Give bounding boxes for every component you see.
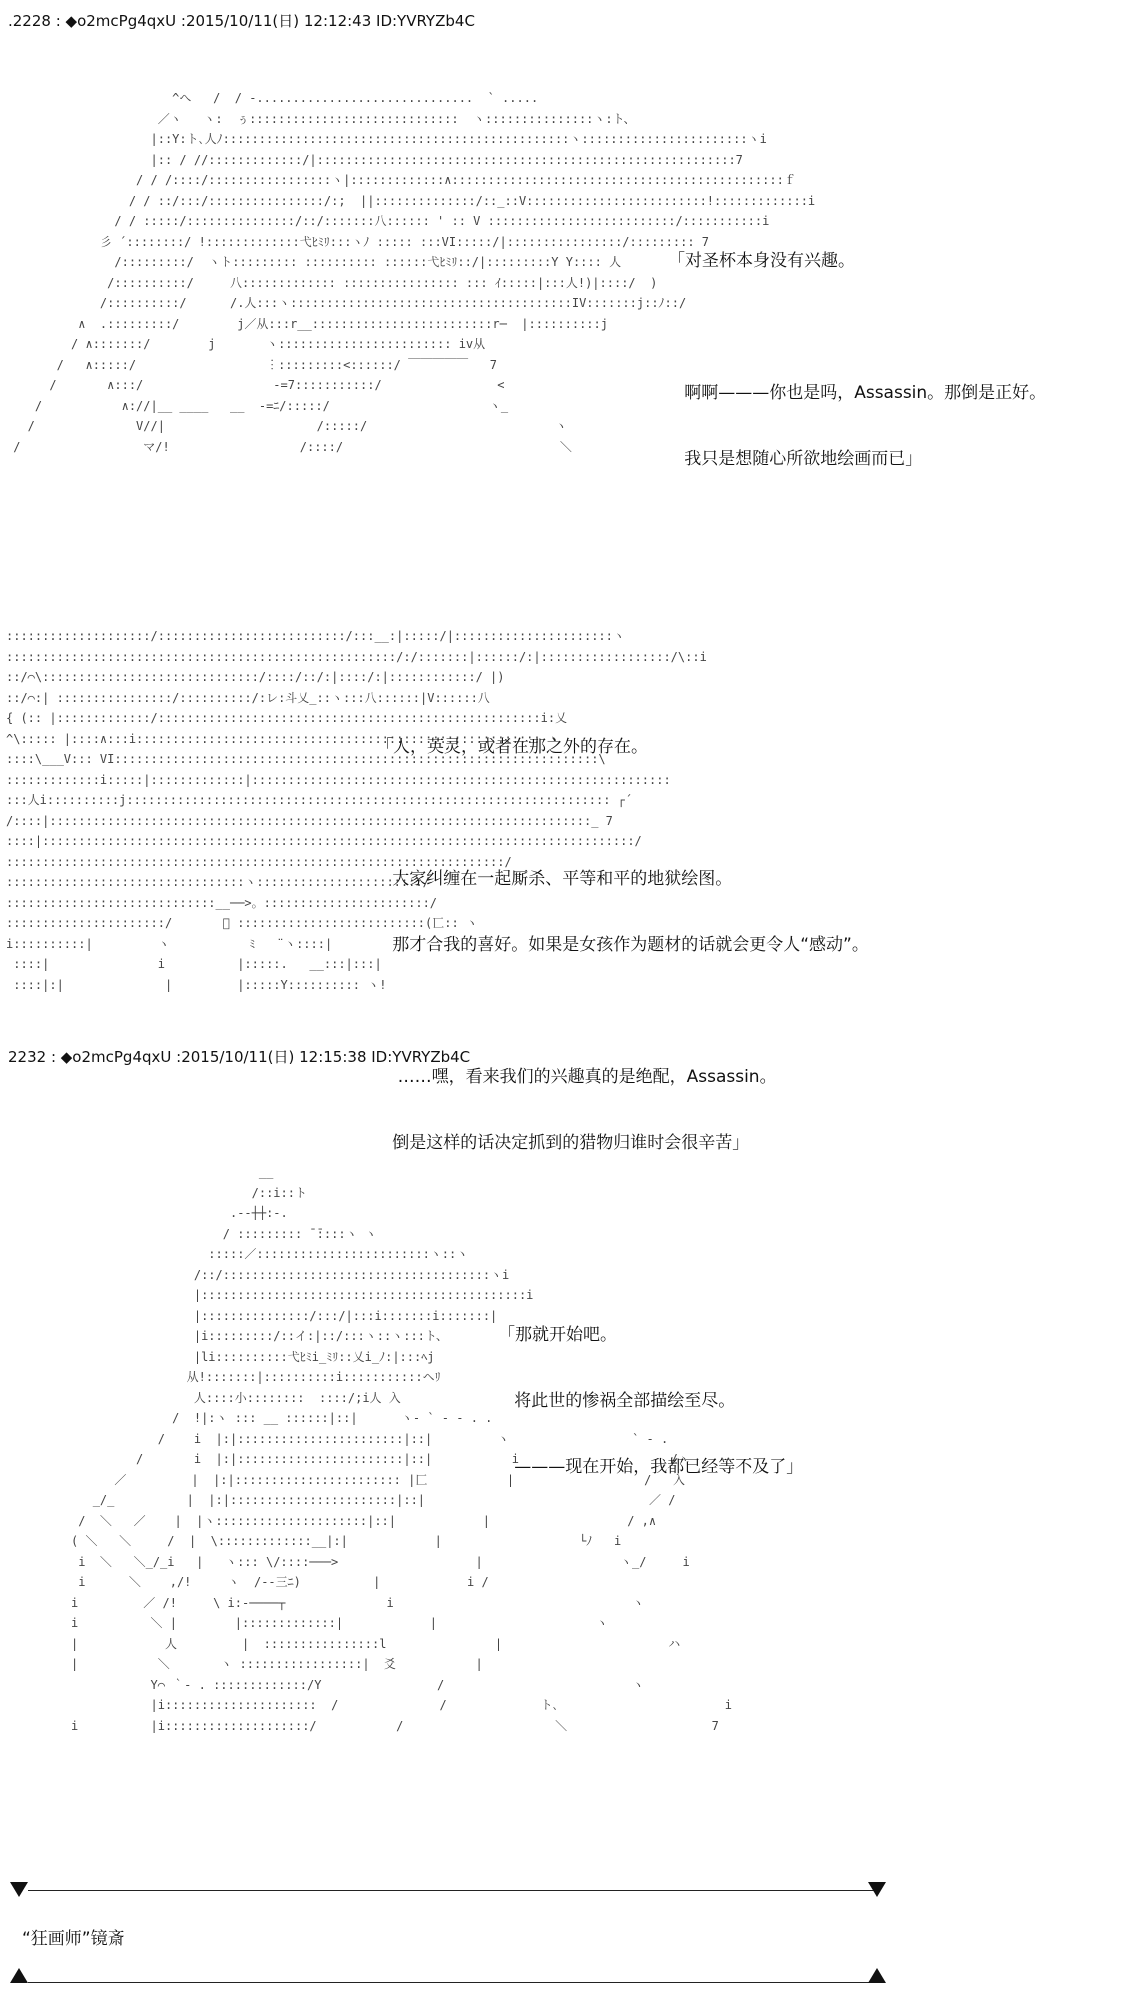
post-header: .2228 : ◆o2mcPg4qxU :2015/10/11(日) 12:12:43 ID:YVRYZb4C xyxy=(8,12,475,30)
dialogue-line: 啊啊———你也是吗，Assassin。那倒是正好。 xyxy=(668,383,1047,403)
ascii-art-panel: __ /::i::ト .-‐┼┼:-. / ::::::::: ̄ ̄::::ヽ ヽ :::::／::::::::::::::::::::::::ヽ::ヽ /::/:::::::::::::::::::::::::::::::::::::ヽi |:::::::::::::::::::::::::::::::::::::::::::::i |:::::::::::::::/:::/|:::i:::::::i:::::::| |i:::::::::/::イ:|::/:::ヽ::ヽ:::ト、 |li::::::::::弋ﾋﾐi_ﾐﾘ::乂i_ﾉ:|:::ﾍj 从!:::::::|::::::::::i:::::::::::ヘﾘ 人::::小:::::::: ::::/;i人 入 / !|:ヽ ::: __ ::::::|::| ヽ- ` ‐ - . . / i |:|:::::::::::::::::::::::|::| ヽ ` ‐ . / i |:|:::::::::::::::::::::::|::| i /ヽ ／ | |:|::::::::::::::::::::::: |匚 | / 入 _/_ | |:|:::::::::::::::::::::::|::| ／ / / ＼ ／ | |ヽ:::::::::::::::::::::|::| | / ,∧ ( ＼ ＼ / | \:::::::::::::__|:| | └ﾉ i i ＼ ＼_/_i | ヽ::: \/::::───> | ヽ_/ i i ＼ ,/! ヽ /-‐三ﾆ) | i / i ／ /! \ i:‐────┬ i ヽ i ＼ | |:::::::::::::| | ヽ | 人 | ::::::::::::::::l | ハ | ＼ ヽ :::::::::::::::::| 爻 | Y⌒ ｀- . :::::::::::::/Y / ヽ |i::::::::::::::::::::: / / ト､ i i |i::::::::::::::::::::/ / ＼ 7 xyxy=(71,1165,733,1733)
dialogue-line xyxy=(668,316,1046,338)
ascii-art-panel: ^へ / / -.............................. ` ..... ／ヽ ヽ: ぅ::::::::::::::::::::::::::::: ヽ:::::::::::::::ヽ:ト、 |::Y:ト､人ﾉ::::::::::::::::::::::::::::::::::::::::::::::::ヽ:::::::::::::::::::::::ヽi |:: / //:::::::::::::/|::::::::::::::::::::::::::::::::::::::::::::::::::::::::::7 / / /::::/:::::::::::::::::ヽ|:::::::::::::∧::::::::::::::::::::::::::::::::::::::::::::::ｆ / / ::/:::/::::::::::::::::/:; ||::::::::::::::/::_::V:::::::::::::::::::::::::!:::::::::::::i / / :::::/:::::::::::::::/::/:::::::八:::::: ' :: V ::::::::::::::::::::::::::/:::::::::::i 彡 ´::::::::/ !:::::::::::::弋ﾋﾐﾘ:::ヽﾉ ::::: :::VI:::::/|::::::::::::::::/::::::::: 7 /:::::::::/ ヽト::::::::: :::::::::: ::::::弋ﾋﾐﾘ::/|:::::::::Y Y:::: 人 /::::::::::/ 八::::::::::::: :::::::::::::::: ::: ｲ:::::|:::人!)|::::/ ) /::::::::::/ /.人:::ヽ:::::::::::::::::::::::::::::::::::::::IV:::::::j::ﾉ::/ ∧ .:::::::::/ j／从:::r__:::::::::::::::::::::::::r─ |::::::::::j / ∧:::::::/ j ヽ:::::::::::::::::::::::: iv从 / ∧:::::/ ︙:::::::::<::::::/ ￣￣￣￣￣ 7 / ∧:::/ ‐=7:::::::::::/ < / ∧://|__ ____ __ ‐=ﾆ/:::::/ ヽ_ / V//| /:::::/ ヽ / マ/! /::::/ ＼ xyxy=(13,91,816,454)
dialogue-line: 我只是想随心所欲地绘画而已」 xyxy=(668,449,923,469)
dialogue-line: 「对圣杯本身没有兴趣。 xyxy=(668,251,855,271)
dialogue-line: ……嘿，看来我们的兴趣真的是绝配，Assassin。 xyxy=(376,1067,777,1087)
triangle-up-icon xyxy=(10,1968,28,1983)
divider-line xyxy=(28,1890,876,1891)
dialogue-line: 「人，英灵，或者在那之外的存在。 xyxy=(376,737,648,757)
dialogue-line: 大家纠缠在一起厮杀、平等和平的地狱绘图。 xyxy=(376,869,733,889)
caption: “狂画师”镜斎 xyxy=(22,1929,125,1949)
dialogue-line: 那才合我的喜好。如果是女孩作为题材的话就会更令人“感动”。 xyxy=(376,935,869,955)
dialogue-line: 倒是这样的话决定抓到的猎物归谁时会很辛苦」 xyxy=(376,1133,750,1153)
divider-line xyxy=(28,1982,876,1983)
post-header: 2232 : ◆o2mcPg4qxU :2015/10/11(日) 12:15:38 ID:YVRYZb4C xyxy=(8,1048,471,1066)
ascii-art-panel: ::::::::::::::::::::/::::::::::::::::::::::::::/:::__:|:::::/|::::::::::::::::::::::ヽ ::::::::::::::::::::::::::::::::::::::::::::::::::::::/:/:::::::|::::::/:|::::::::::::::::::/\::i ::/⌒\::::::::::::::::::::::::::::::/::::/::/:|::::/:|::::::::::::/ |) ::/⌒:| ::::::::::::::::/::::::::::/:レ:斗乂_::ヽ:::八::::::|V::::::八 { (:: |:::::::::::::/:::::::::::::::::::::::::::::::::::::::::::::::::::::i:乂 ^\::::: |::::∧:::i:::::::::::::::::::::::::::::::::::::::::::::::::::::::: ヽ ::::\___V::: VI:::::::::::::::::::::::::::::::::::::::::::::::::::::::::::::::::::\ :::::::::::::i:::::|:::::::::::::|:::::::::::::::::::::::::::::::::::::::::::::::::::::::::: :::人i::::::::::j::::::::::::::::::::::::::::::::::::::::::::::::::::::::::::::::::: ┌´ /::::|:::::::::::::::::::::::::::::::::::::::::::::::::::::::::::::::::::::::::::_ 7 ::::|::::::::::::::::::::::::::::::::::::::::::::::::::::::::::::::::::::::::::::::::::/ :::::::::::::::::::::::::::::::::::::::::::::::::::::::::::::::::::::/ :::::::::::::::::::::::::::::::::ヽ:::::::::::::::::::::::/ :::::::::::::::::::::::::::::__──>。:::::::::::::::::::::::/ ::::::::::::::::::::::/ ﾞ ::::::::::::::::::::::::::(匸:: ヽ i::::::::::| ヽ ﾐ ¨ヽ::::| ::::| i |:::::. __:::|:::| ::::|:| | |:::::Y:::::::::: ヽ! xyxy=(6,629,707,992)
dialogue-block xyxy=(668,206,1046,492)
triangle-down-icon xyxy=(868,1882,886,1897)
triangle-down-icon xyxy=(10,1882,28,1897)
dialogue-line xyxy=(376,802,869,824)
dialogue-block xyxy=(376,692,869,1176)
dialogue-line: ———现在开始，我都已经等不及了」 xyxy=(498,1457,804,1477)
dialogue-line xyxy=(376,1000,869,1022)
dialogue-line: 「那就开始吧。 xyxy=(498,1325,617,1345)
dialogue-block xyxy=(498,1280,803,1500)
triangle-up-icon xyxy=(868,1968,886,1983)
dialogue-line: 将此世的惨祸全部描绘至尽。 xyxy=(498,1391,736,1411)
